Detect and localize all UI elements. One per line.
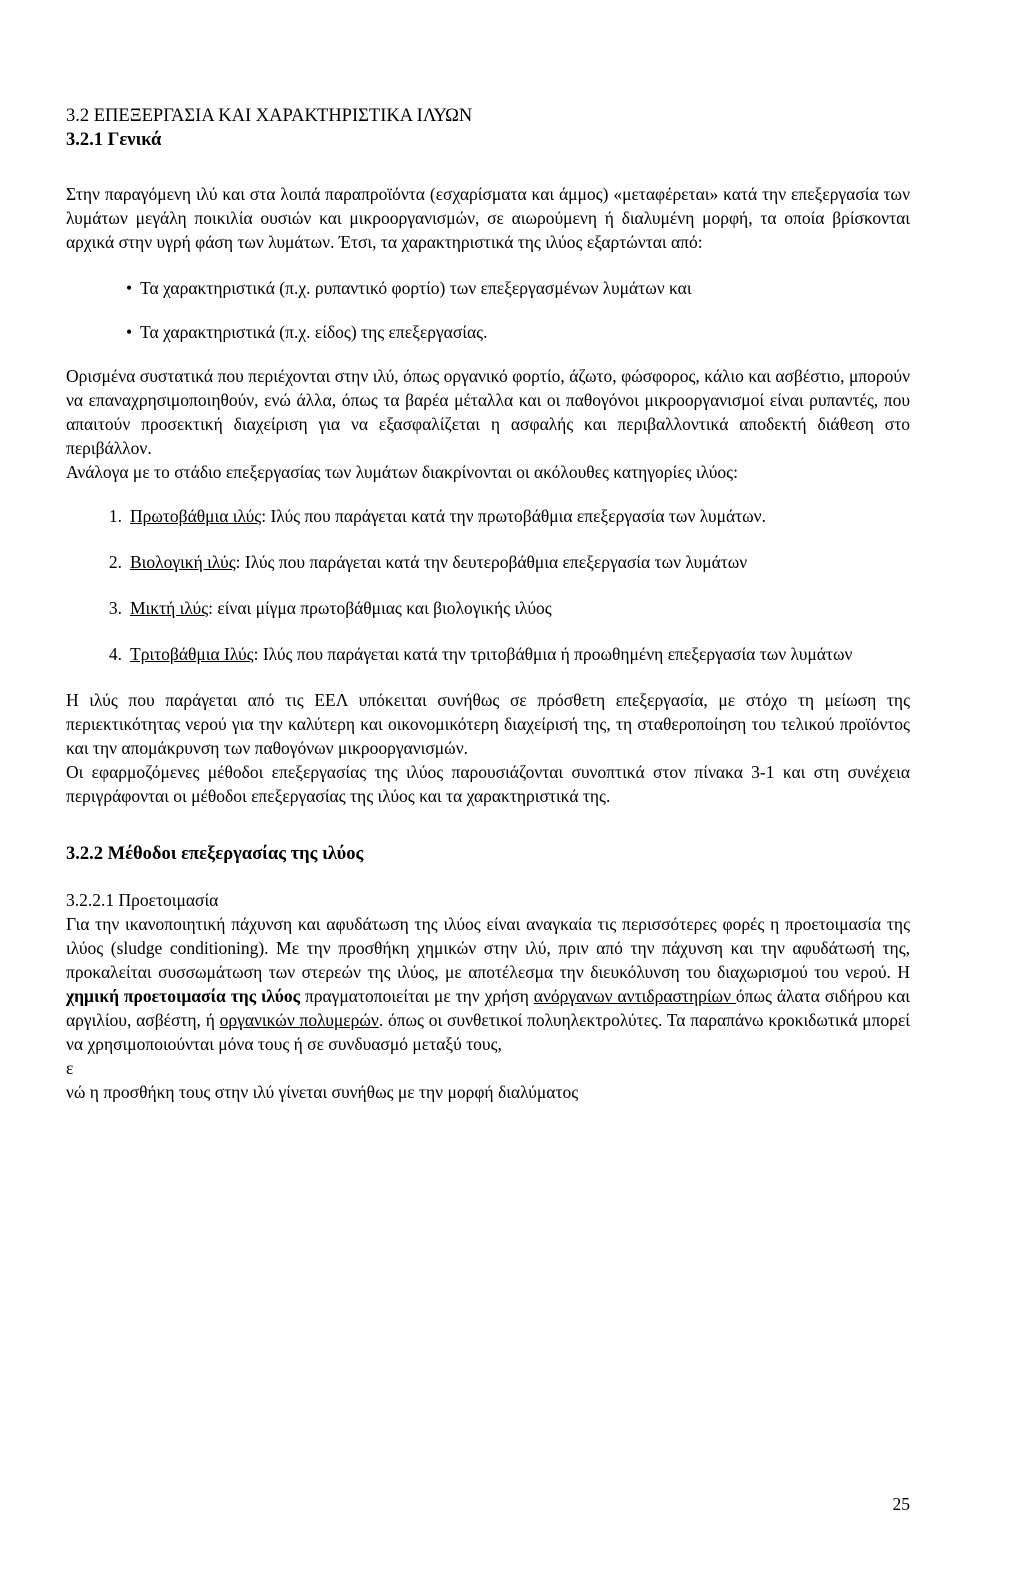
sludge-categories-list	[66, 504, 910, 666]
page-content	[66, 104, 910, 1104]
emphasis-text: χημική προετοιμασία της ιλύος	[66, 986, 301, 1006]
bullet-icon: •	[126, 322, 133, 342]
final-line: νώ η προσθήκη τους στην ιλύ γίνεται συνήθως με την μορφή διαλύματος	[66, 1082, 579, 1102]
section-heading: 3.2 ΕΠΕΞΕΡΓΑΣΙΑ ΚΑΙ ΧΑΡΑΚΤΗΡΙΣΤΙΚΑ ΙΛΥΩΝ	[66, 106, 473, 126]
category-term: Πρωτοβάθμια ιλύς	[130, 506, 262, 526]
dependency-list	[66, 276, 910, 344]
treatment-paragraph: Η ιλύς που παράγεται από τις ΕΕΛ υπόκειται συνήθως σε πρόσθετη επεξεργασία, με στόχο τη μείωση της περιεκτικότητας νερού για την καλύτερη και οικονομικότερη διαχείρισή της, τη σταθεροποίηση του τελικού προϊόντος και την απομάκρυνση των παθογόνων μικροοργανισμών.	[66, 690, 910, 758]
stray-line: ε	[66, 1058, 74, 1078]
list-item: • Τα χαρακτηριστικά (π.χ. είδος) της επεξεργασίας.	[126, 322, 488, 342]
category-term: Τριτοβάθμια Ιλύς	[130, 644, 254, 664]
list-item: • Τα χαρακτηριστικά (π.χ. ρυπαντικό φορτίο) των επεξεργασμένων λυμάτων και	[126, 278, 692, 298]
category-description: Ιλύς που παράγεται κατά την δευτεροβάθμια επεξεργασία των λυμάτων	[240, 552, 748, 572]
category-description: Ιλύς που παράγεται κατά την πρωτοβάθμια επεξεργασία των λυμάτων.	[266, 506, 766, 526]
category-item: 1. Πρωτοβάθμια ιλύς: Ιλύς που παράγεται κατά την πρωτοβάθμια επεξεργασία των λυμάτων.	[108, 506, 766, 526]
category-term: Βιολογική ιλύς	[130, 552, 236, 572]
category-item: 2. Βιολογική ιλύς: Ιλύς που παράγεται κατά την δευτεροβάθμια επεξεργασία των λυμάτων	[108, 552, 748, 572]
underlined-text: οργανικών πολυμερών	[219, 1010, 379, 1030]
category-description: είναι μίγμα πρωτοβάθμιας και βιολογικής ιλύος	[213, 598, 552, 618]
category-term: Μικτή ιλύς	[130, 598, 209, 618]
intro-paragraph: Στην παραγόμενη ιλύ και στα λοιπά παραπροϊόντα (εσχαρίσματα και άμμος) «μεταφέρεται» κατά την επεξεργασία των λυμάτων μεγάλη ποικιλία ουσιών και μικροοργανισμών, σε αιωρούμενη ή διαλυμένη μορφή, τα οποία βρίσκονται αρχικά στην υγρή φάση των λυμάτων. Έτσι, τα χαρακτηριστικά της ιλύος εξαρτώνται από:	[66, 184, 910, 252]
methods-paragraph: Οι εφαρμοζόμενες μέθοδοι επεξεργασίας της ιλύος παρουσιάζονται συνοπτικά στον πίνακα 3-1 και στη συνέχεια περιγράφονται οι μέθοδοι επεξεργασίας της ιλύος και τα χαρακτηριστικά της.	[66, 762, 910, 806]
methods-heading: 3.2.2 Μέθοδοι επεξεργασίας της ιλύος	[66, 844, 364, 864]
category-item: 3. Μικτή ιλύς: είναι μίγμα πρωτοβάθμιας και βιολογικής ιλύος	[108, 598, 552, 618]
page-number: 25	[892, 1494, 910, 1514]
conditioning-paragraph: Για την ικανοποιητική πάχυνση και αφυδάτωση της ιλύος είναι αναγκαία τις περισσότερες φορές η προετοιμασία της ιλύος (sludge conditioning). Με την προσθήκη χημικών στην ιλύ, πριν από την πάχυνση και την αφυδάτωσή της, προκαλείται συσσωμάτωση των στερεών της ιλύος, με αποτέλεσμα την διευκόλυνση του διαχωρισμού του νερού. Η χημική προετοιμασία της ιλύος πραγματοποιείται με την χρήση ανόργανων αντιδραστηρίων όπως άλατα σιδήρου και αργιλίου, ασβέστη, ή οργανικών πολυμερών. όπως οι συνθετικοί πολυηλεκτρολύτες. Τα παραπάνω κροκιδωτικά μπορεί να χρησιμοποιούνται μόνα τους ή σε συνδυασμό μεταξύ τους,	[66, 914, 911, 1054]
categories-intro: Ανάλογα με το στάδιο επεξεργασίας των λυμάτων διακρίνονται οι ακόλουθες κατηγορίες ιλύος:	[66, 462, 738, 482]
conditioning-heading: 3.2.2.1 Προετοιμασία	[66, 890, 219, 910]
category-description: Ιλύς που παράγεται κατά την τριτοβάθμια ή προωθημένη επεξεργασία των λυμάτων	[258, 644, 853, 664]
underlined-text: ανόργανων αντιδραστηρίων	[533, 986, 736, 1006]
components-paragraph: Ορισμένα συστατικά που περιέχονται στην ιλύ, όπως οργανικό φορτίο, άζωτο, φώσφορος, κάλιο και ασβέστιο, μπορούν να επαναχρησιμοποιηθούν, ενώ άλλα, όπως τα βαρέα μέταλλα και οι παθογόνοι μικροοργανισμοί είναι ρυπαντές, που απαιτούν προσεκτική διαχείριση για να εξασφαλίζεται η ασφαλής και περιβαλλοντικά αποδεκτή διάθεση στο περιβάλλον.	[66, 366, 910, 458]
subsection-heading: 3.2.1 Γενικά	[66, 130, 162, 150]
category-item: 4. Τριτοβάθμια Ιλύς: Ιλύς που παράγεται κατά την τριτοβάθμια ή προωθημένη επεξεργασία των λυμάτων	[108, 644, 853, 664]
bullet-icon: •	[126, 278, 133, 298]
